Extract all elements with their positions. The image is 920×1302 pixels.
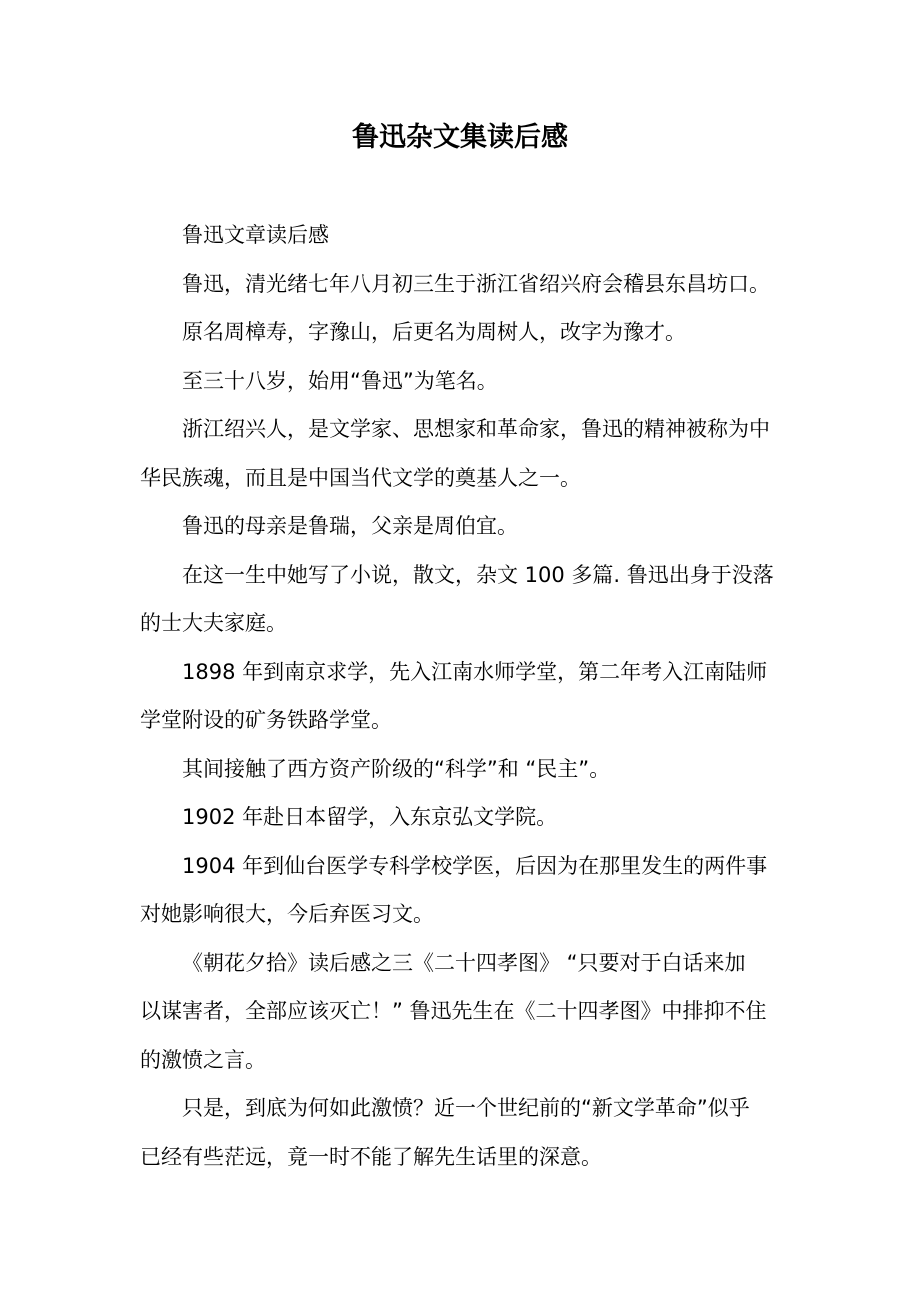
text-line: 浙江绍兴人，是文学家、思想家和革命家，鲁迅的精神被称为中 [182,417,770,441]
text-line: 华民族魂，而且是中国当代文学的奠基人之一。 [140,465,581,490]
text-line: 以谋害者，全部应该灭亡！” 鲁迅先生在《二十四孝图》中排抑不住 [140,999,767,1023]
text-line: 鲁迅，清光绪七年八月初三生于浙江省绍兴府会稽县东昌坊口。 [182,271,770,296]
text-line: 学堂附设的矿务铁路学堂。 [140,708,392,732]
paragraph [140,842,800,939]
paragraph [140,551,800,648]
text-line: 原名周樟寿，字豫山，后更名为周树人，改字为豫才。 [182,320,686,344]
document-title: 鲁迅杂文集读后感 [352,122,568,153]
paragraph [140,405,800,502]
text-line: 的激愤之言。 [140,1047,266,1072]
text-line: 在这一生中她写了小说，散文，杂文 100 多篇. 鲁迅出身于没落 [182,562,774,587]
paragraph [140,939,800,1085]
text-line: 1902 年赴日本留学，入东京弘文学院。 [182,805,558,829]
paragraph [140,648,800,745]
document-body [140,211,800,1181]
text-line: 至三十八岁，始用“鲁迅”为笔名。 [182,368,498,393]
text-line: 只是，到底为何如此激愤？近一个世纪前的“新文学革命”似乎 [182,1096,750,1120]
text-line: 《朝花夕拾》读后感之三《二十四孝图》 “只要对于白话来加 [182,950,746,975]
paragraph [140,260,800,309]
paragraph [140,1084,800,1181]
text-line: 已经有些茫远，竟一时不能了解先生话里的深意。 [140,1144,602,1169]
paragraph [140,308,800,357]
text-line: 鲁迅文章读后感 [182,223,329,247]
paragraph [140,745,800,794]
paragraph [140,211,800,260]
text-line: 1898 年到南京求学，先入江南水师学堂，第二年考入江南陆师 [182,659,768,684]
text-line: 的士大夫家庭。 [140,611,287,635]
paragraph [140,357,800,406]
text-line: 鲁迅的母亲是鲁瑞，父亲是周伯宜。 [182,514,518,538]
text-line: 对她影响很大，今后弃医习文。 [140,902,434,926]
text-line: 1904 年到仙台医学专科学校学医，后因为在那里发生的两件事 [182,853,768,878]
paragraph [140,502,800,551]
text-line: 其间接触了西方资产阶级的“科学”和 “民主”。 [182,756,611,781]
paragraph [140,793,800,842]
